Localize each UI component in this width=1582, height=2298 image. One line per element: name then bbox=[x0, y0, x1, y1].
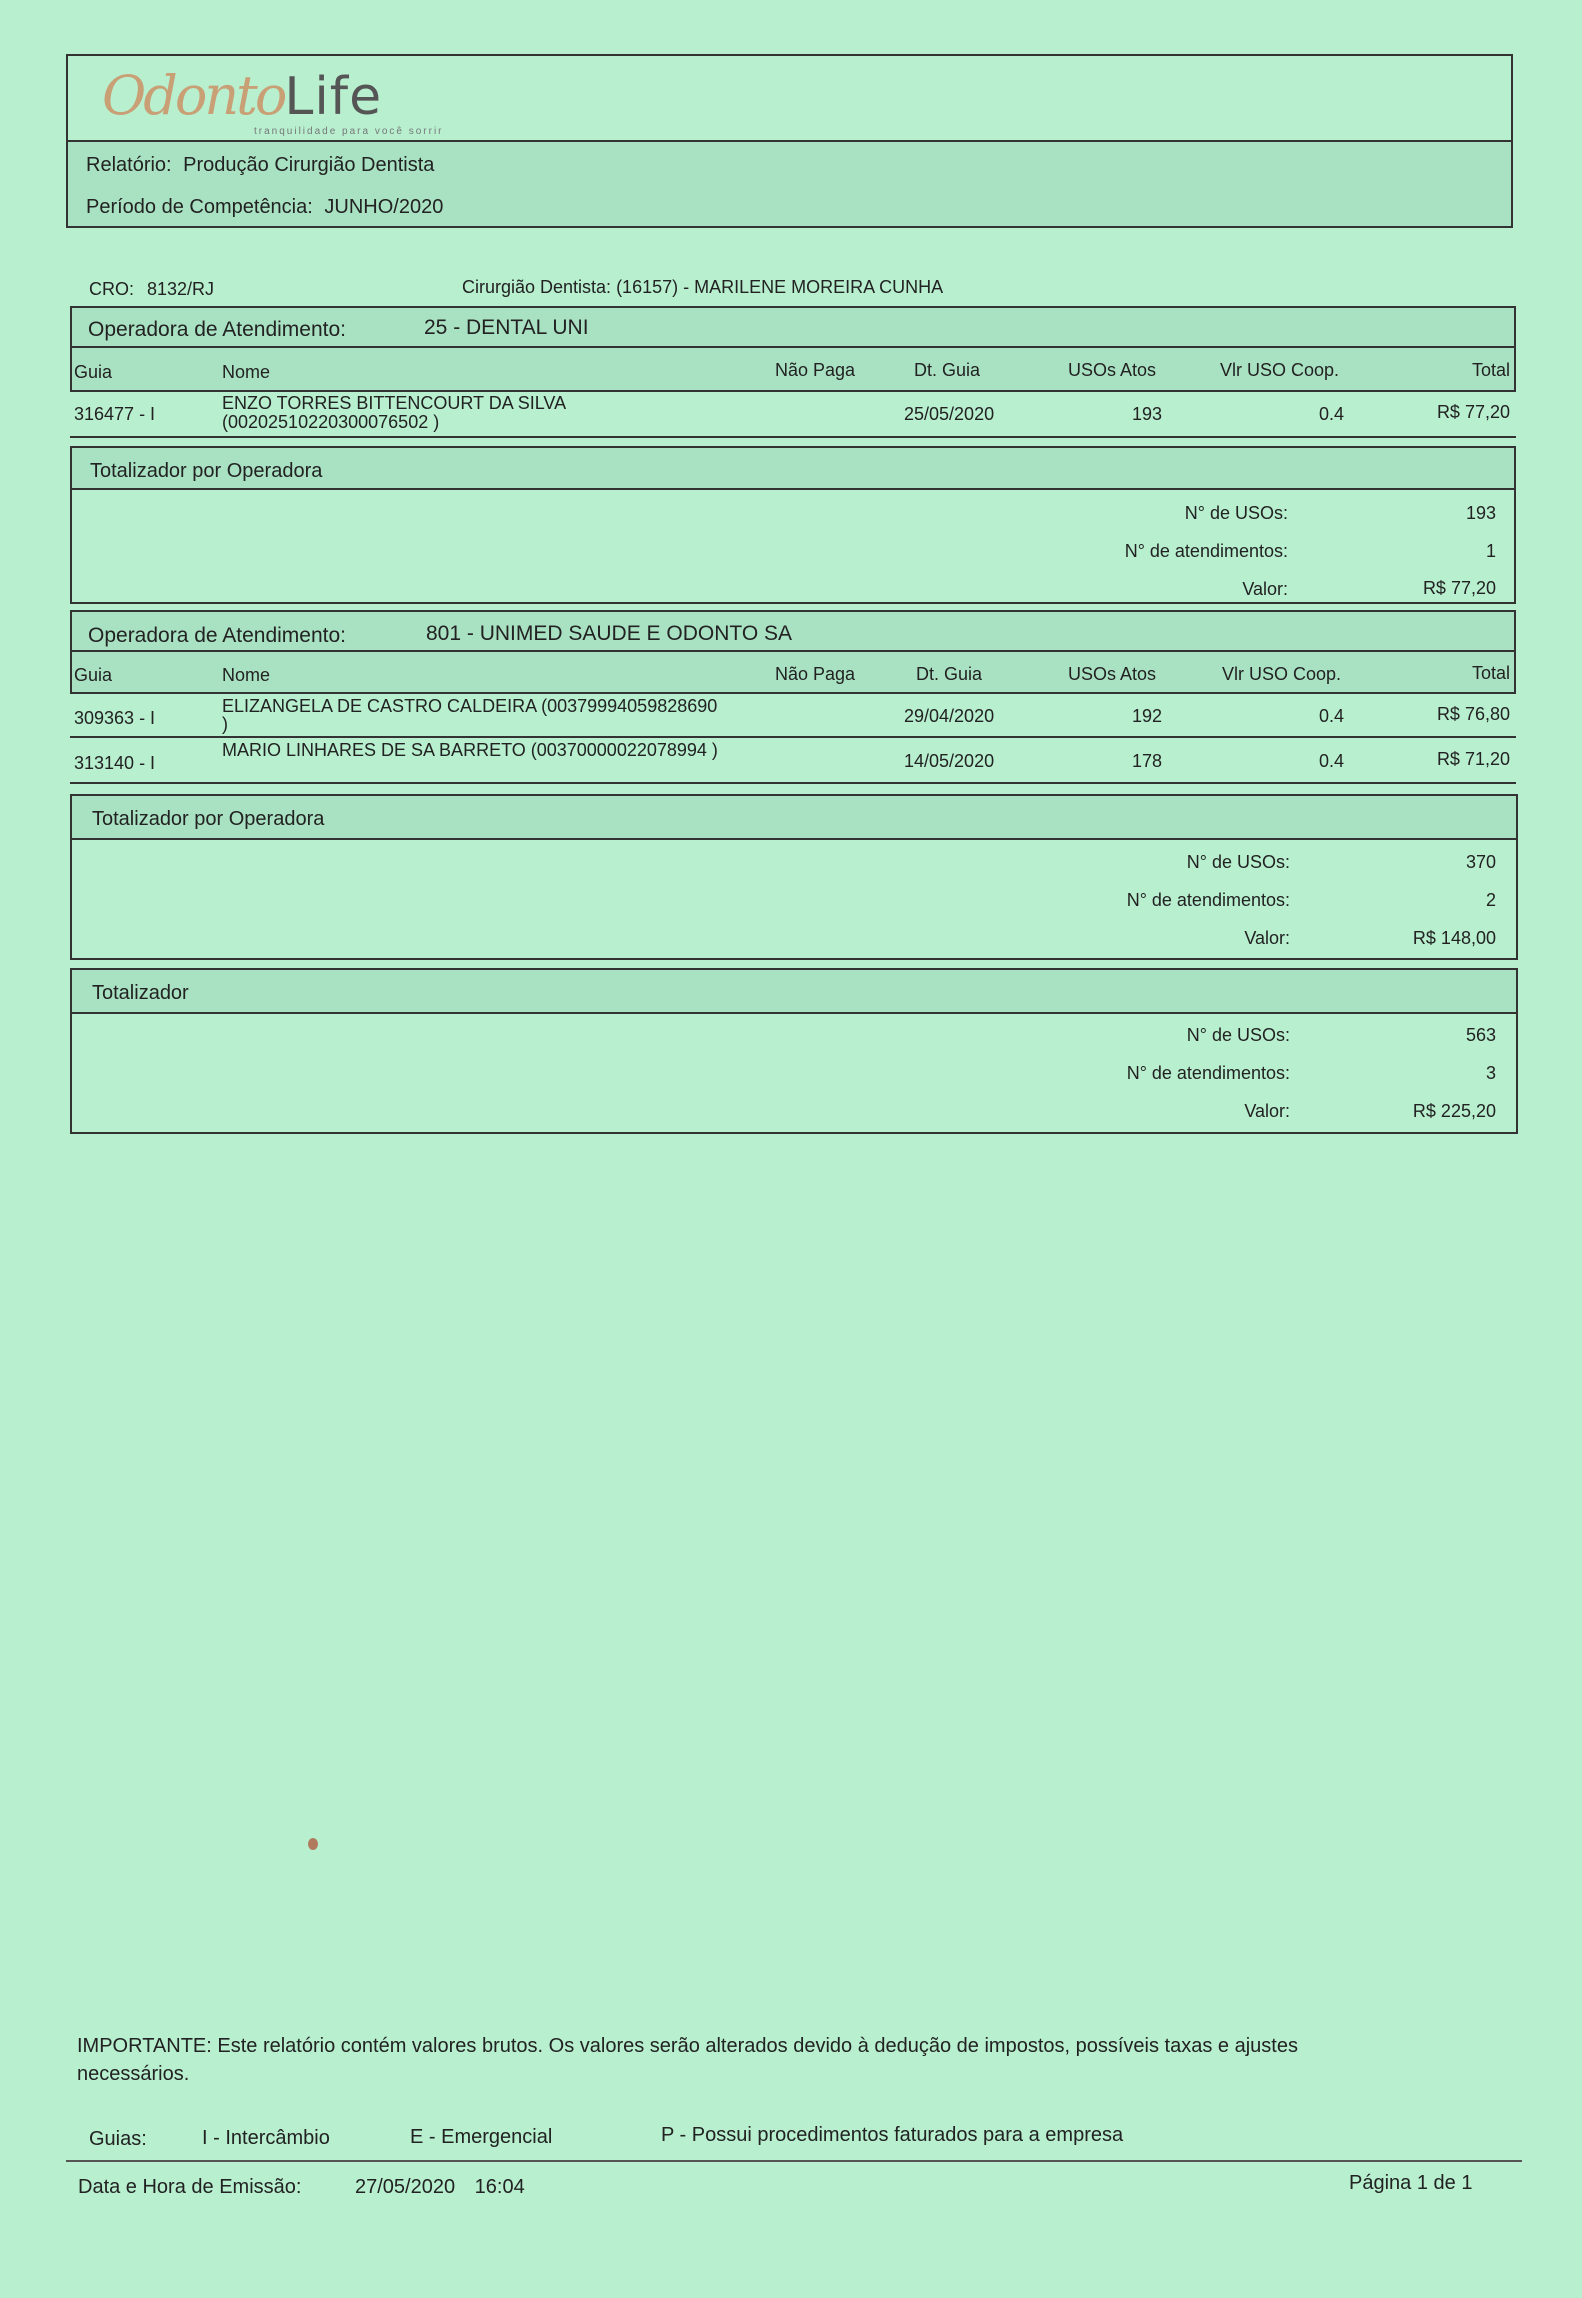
operadora-name: 25 - DENTAL UNI bbox=[424, 316, 589, 339]
report-label: Relatório: bbox=[86, 154, 172, 176]
row-usos: 192 bbox=[1131, 706, 1162, 726]
usos-value: 370 bbox=[1465, 852, 1496, 872]
period-value: JUNHO/2020 bbox=[324, 196, 444, 218]
row-nome-cont: ) bbox=[222, 714, 228, 734]
operadora-1-header bbox=[70, 306, 1516, 348]
totalizador-title: Totalizador por Operadora bbox=[92, 808, 325, 830]
valor-label: Valor: bbox=[1244, 1101, 1290, 1121]
totalizador-geral-header bbox=[70, 968, 1518, 1014]
row-total: R$ 76,80 bbox=[1436, 704, 1510, 724]
cro-line bbox=[89, 279, 214, 300]
legend-intercambio: I - Intercâmbio bbox=[202, 2127, 330, 2149]
usos-value: 563 bbox=[1465, 1025, 1496, 1045]
totalizador-title: Totalizador por Operadora bbox=[90, 460, 323, 482]
row-dt: 29/04/2020 bbox=[904, 706, 995, 726]
totalizador-operadora-1-header bbox=[70, 446, 1516, 490]
valor-value: R$ 225,20 bbox=[1412, 1101, 1496, 1121]
importante-line-1: IMPORTANTE: Este relatório contém valores brutos. Os valores serão alterados devido à dedução de impostos, possíveis taxas e ajustes bbox=[77, 2035, 1298, 2057]
col-nome: Nome bbox=[222, 362, 271, 382]
atend-value: 2 bbox=[1485, 890, 1496, 910]
report-header bbox=[66, 54, 1513, 228]
row-guia: 313140 - I bbox=[74, 753, 156, 773]
col-dt-guia: Dt. Guia bbox=[914, 360, 981, 380]
operadora-1-table bbox=[70, 348, 1516, 438]
table-row bbox=[70, 392, 1516, 436]
totalizador-operadora-2-body bbox=[70, 840, 1518, 960]
col-guia: Guia bbox=[74, 362, 113, 382]
col-nao-paga: Não Paga bbox=[775, 360, 856, 380]
row-usos: 178 bbox=[1131, 751, 1162, 771]
report-title-line bbox=[86, 154, 434, 177]
row-vlr: 0.4 bbox=[1318, 751, 1344, 771]
logo-tagline: tranquilidade para você sorrir bbox=[254, 126, 444, 137]
valor-label: Valor: bbox=[1242, 579, 1288, 599]
operadora-2-table bbox=[70, 652, 1516, 786]
usos-value: 193 bbox=[1465, 503, 1496, 523]
totalizador-operadora-2-header bbox=[70, 794, 1518, 840]
col-guia: Guia bbox=[74, 665, 113, 685]
totalizador-title: Totalizador bbox=[92, 982, 189, 1004]
row-nome: ENZO TORRES BITTENCOURT DA SILVA bbox=[222, 393, 567, 413]
valor-label: Valor: bbox=[1244, 928, 1290, 948]
col-nao-paga: Não Paga bbox=[775, 664, 856, 684]
table-row bbox=[70, 738, 1516, 782]
valor-value: R$ 77,20 bbox=[1422, 578, 1496, 598]
emissao-hora: 16:04 bbox=[474, 2176, 525, 2198]
row-usos: 193 bbox=[1131, 404, 1162, 424]
legend-possui: P - Possui procedimentos faturados para a empresa bbox=[661, 2124, 1124, 2146]
col-vlr-uso: Vlr USO Coop. bbox=[1220, 360, 1340, 380]
col-total: Total bbox=[1471, 663, 1510, 683]
atend-label: N° de atendimentos: bbox=[1124, 541, 1288, 561]
table-row bbox=[70, 694, 1516, 736]
period-line bbox=[86, 196, 443, 219]
logo-odonto-text: Odonto bbox=[102, 64, 285, 127]
atend-label: N° de atendimentos: bbox=[1126, 890, 1290, 910]
totalizador-geral-body bbox=[70, 1014, 1518, 1134]
col-nome: Nome bbox=[222, 665, 271, 685]
importante-note bbox=[77, 2032, 1457, 2088]
col-total: Total bbox=[1471, 360, 1510, 380]
usos-label: N° de USOs: bbox=[1184, 503, 1288, 523]
operadora-name: 801 - UNIMED SAUDE E ODONTO SA bbox=[426, 622, 793, 645]
atend-value: 1 bbox=[1485, 541, 1496, 561]
row-dt: 14/05/2020 bbox=[904, 751, 995, 771]
atend-value: 3 bbox=[1485, 1063, 1496, 1083]
atend-label: N° de atendimentos: bbox=[1126, 1063, 1290, 1083]
row-vlr: 0.4 bbox=[1318, 706, 1344, 726]
cro-label: CRO: bbox=[89, 279, 134, 299]
valor-value: R$ 148,00 bbox=[1412, 928, 1496, 948]
row-guia: 316477 - I bbox=[74, 404, 156, 424]
emissao-label: Data e Hora de Emissão: bbox=[78, 2176, 302, 2198]
legend-emergencial: E - Emergencial bbox=[410, 2126, 553, 2148]
operadora-label: Operadora de Atendimento: bbox=[88, 624, 347, 647]
importante-line-2: necessários. bbox=[77, 2063, 190, 2085]
logo-life-text: Life bbox=[284, 67, 383, 127]
emissao-line bbox=[78, 2176, 525, 2199]
col-usos-atos: USOs Atos bbox=[1068, 664, 1157, 684]
row-guia: 309363 - I bbox=[74, 708, 156, 728]
row-nome: MARIO LINHARES DE SA BARRETO (00370000022078994 ) bbox=[222, 740, 718, 760]
operadora-2-header bbox=[70, 610, 1516, 652]
col-vlr-uso: Vlr USO Coop. bbox=[1222, 664, 1342, 684]
guias-legend bbox=[89, 2124, 1389, 2158]
company-logo bbox=[102, 64, 444, 137]
period-label: Período de Competência: bbox=[86, 196, 313, 218]
cro-value: 8132/RJ bbox=[147, 279, 215, 299]
guias-label: Guias: bbox=[89, 2128, 147, 2150]
report-title: Produção Cirurgião Dentista bbox=[183, 154, 435, 176]
footer-divider bbox=[66, 2160, 1522, 2162]
row-total: R$ 71,20 bbox=[1436, 749, 1510, 769]
row-dt: 25/05/2020 bbox=[904, 404, 995, 424]
dentist-name: Cirurgião Dentista: (16157) - MARILENE MOREIRA CUNHA bbox=[462, 277, 944, 297]
row-vlr: 0.4 bbox=[1318, 404, 1344, 424]
operadora-label: Operadora de Atendimento: bbox=[88, 318, 347, 341]
usos-label: N° de USOs: bbox=[1186, 852, 1290, 872]
col-usos-atos: USOs Atos bbox=[1068, 360, 1157, 380]
row-total: R$ 77,20 bbox=[1436, 402, 1510, 422]
usos-label: N° de USOs: bbox=[1186, 1025, 1290, 1045]
page-number: Página 1 de 1 bbox=[1349, 2172, 1473, 2194]
col-dt-guia: Dt. Guia bbox=[916, 664, 983, 684]
emissao-data: 27/05/2020 bbox=[355, 2176, 456, 2198]
row-nome-cont: (00202510220300076502 ) bbox=[222, 412, 440, 432]
row-nome: ELIZANGELA DE CASTRO CALDEIRA (00379994059828690 bbox=[222, 696, 718, 716]
paper-stain bbox=[308, 1838, 318, 1850]
totalizador-operadora-1-body bbox=[70, 490, 1516, 604]
